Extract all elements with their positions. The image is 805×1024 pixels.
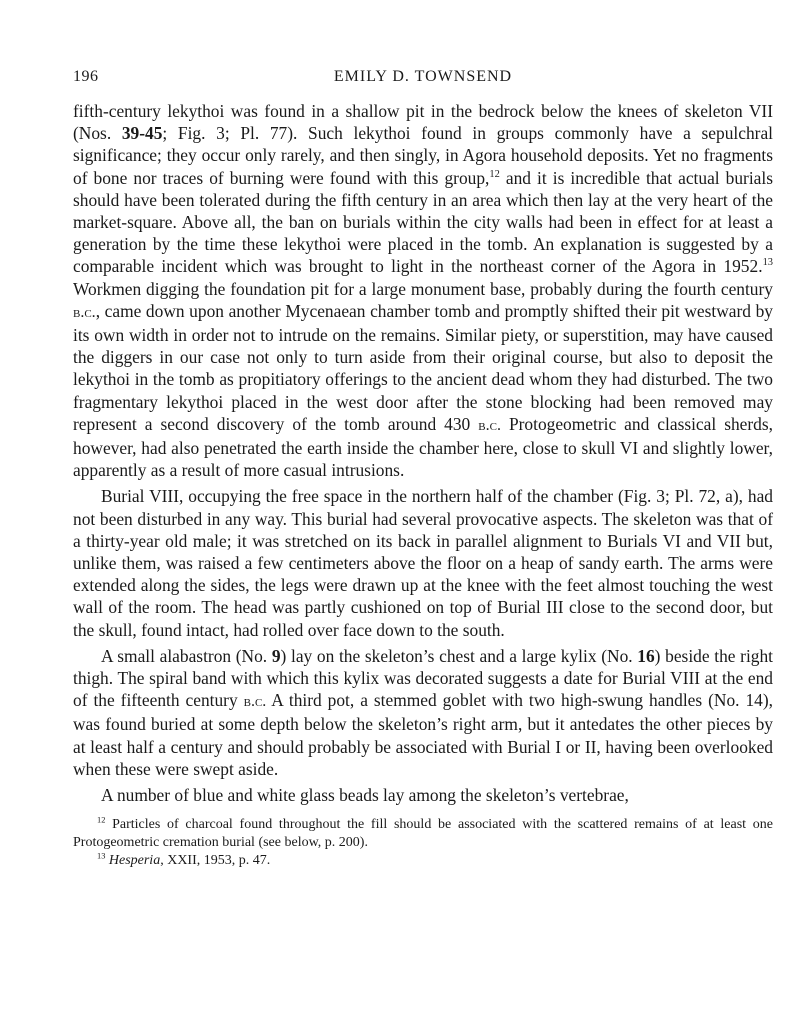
catalog-number: 9 xyxy=(271,645,281,666)
footnote-ref-12: 12 xyxy=(489,168,500,180)
footnote-text: , XXII, 1953, p. 47. xyxy=(160,853,271,869)
body-text xyxy=(73,100,773,806)
footnote-ref-13: 13 xyxy=(762,257,773,269)
p3-text-f: A third pot, a stemmed goblet with two high-swung handles (No. 14), was found buried at some depth below the skeleton’s right arm, but it antedates the other pieces by at least half a century and should probably be associated with Burial I or II, having been overlooked when these were swept aside. xyxy=(73,690,773,779)
paragraph-1 xyxy=(73,100,773,481)
running-head: EMILY D. TOWNSEND xyxy=(333,68,513,85)
footnote-mark: 12 xyxy=(97,815,106,825)
catalog-number: 39-45 xyxy=(121,123,163,144)
p3-text-c: ) lay on the skeleton’s chest and a large kylix (No. xyxy=(280,645,638,666)
page-header xyxy=(73,62,773,90)
page-number: 196 xyxy=(73,68,99,85)
footnote-13 xyxy=(73,852,773,870)
bc-abbrev: b.c. xyxy=(73,303,96,321)
footnote-12 xyxy=(73,816,773,852)
p1-text-e: Workmen digging the foundation pit for a large monument base, probably during the fourth century xyxy=(73,278,773,299)
footnotes xyxy=(73,816,773,870)
catalog-number: 16 xyxy=(637,645,655,666)
journal-title: Hesperia xyxy=(105,853,161,869)
p3-text-e: ) beside the right thigh. The spiral band with which this kylix was decorated suggests a date for Burial VIII at the end of the fifteenth century xyxy=(73,645,773,711)
footnote-mark: 13 xyxy=(97,851,106,861)
p1-text-g: Protogeometric and classical sherds, however, had also penetrated the earth inside the chamber here, close to skull VI and slightly lower, apparently as a result of more casual intrusions. xyxy=(73,413,773,481)
p3-text-a: A small alabastron (No. xyxy=(101,645,272,666)
p1-text-a: fifth-century lekythoi was found in a shallow pit in the bedrock below the knees of skeleton VII (Nos. xyxy=(73,101,773,144)
paragraph-3 xyxy=(73,645,773,780)
bc-abbrev: b.c. xyxy=(243,693,267,711)
paragraph-2: Burial VIII, occupying the free space in the northern half of the chamber (Fig. 3; Pl. 72, a), had not been disturbed in any way. This burial had several provocative aspects. The skeleton was that of a thirty-year old male; it was stretched on its back in parallel alignment to Burials VI and VII but, unlike them, was raised a few centimeters above the floor on a heap of sandy earth. The arms were extended along the sides, the legs were drawn up at the knee with the feet almost touching the west wall of the room. The head was partly cushioned on top of Burial III close to the second door, but the skull, found intact, had rolled over face down to the south. xyxy=(73,486,773,640)
footnote-text: Particles of charcoal found throughout the fill should be associated with the scattered remains of at least one Protogeometric cremation burial (see below, p. 200). xyxy=(73,817,773,851)
document-page xyxy=(73,62,773,870)
bc-abbrev: b.c. xyxy=(478,416,501,434)
p1-text-f: , came down upon another Mycenaean chamber tomb and promptly shifted their pit westward by its own width in order not to intrude on the remains. Similar piety, or superstition, may have caused the diggers in our case not only to turn aside from their original course, but also to deposit the lekythoi in the tomb as propitiatory offerings to the ancient dead whom they had disturbed. The two fragmentary lekythoi placed in the west door after the stone blocking had been removed may represent a second discovery of the tomb around 430 xyxy=(73,300,773,434)
p1-text-d: and it is incredible that actual burials should have been tolerated during the fifth century in an area which then lay at the very heart of the market-square. Above all, the ban on burials within the city walls had been in effect for at least a generation by the time these lekythoi were placed in the tomb. An explanation is suggested by a comparable incident which was brought to light in the northeast corner of the Agora in 1952. xyxy=(73,167,773,277)
paragraph-4: A number of blue and white glass beads lay among the skeleton’s vertebrae, xyxy=(101,785,629,806)
p1-text-c: ; Fig. 3; Pl. 77). Such lekythoi found in groups commonly have a sepulchral significance; they occur only rarely, and then singly, in Agora household deposits. Yet no fragments of bone nor traces of burning were found with this group, xyxy=(73,123,774,188)
